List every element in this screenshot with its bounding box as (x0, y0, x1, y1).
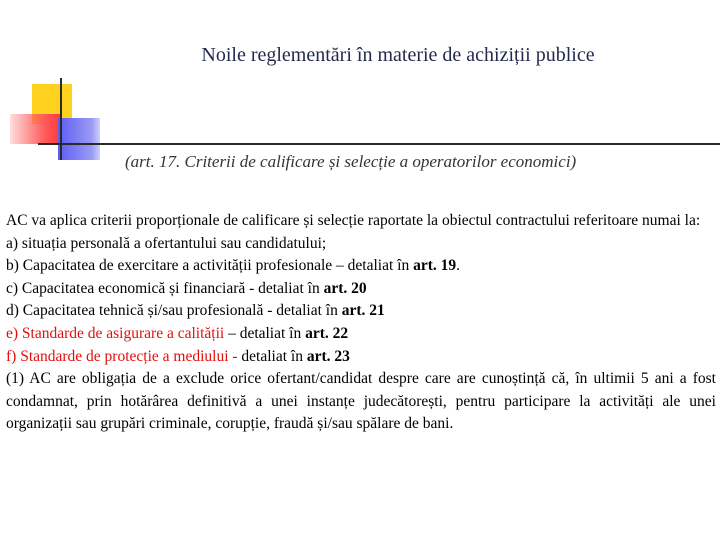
item-b-ref: art. 19 (413, 257, 457, 275)
vertical-rule (60, 78, 62, 160)
slide-body (6, 210, 716, 436)
item-b-end: . (456, 257, 461, 275)
slide-title: Noile reglementări în materie de achiziții publice (201, 44, 595, 66)
blue-square-shape (58, 118, 100, 160)
item-f-sep: detaliat în (241, 347, 307, 365)
red-gradient-shape (10, 114, 60, 144)
intro-paragraph: AC va aplica criterii proporționale de calificare și selecție raportate la obiectul contractului referitoare numai la: (6, 212, 701, 229)
item-d (6, 300, 716, 323)
item-f-text: f) Standarde de protecție a mediului - (6, 347, 242, 365)
slide-subtitle: (art. 17. Criterii de calificare și selecție a operatorilor economici) (125, 152, 577, 171)
item-c-text: c) Capacitatea economică și financiară - detaliat în (6, 279, 324, 297)
item-e-sep: – detaliat în (224, 324, 306, 342)
paragraph-1: (1) AC are obligația de a exclude orice ofertant/candidat despre care are cunoștință că, în ultimii 5 ani a fost condamnat, prin hotărârea definitivă a unei instanțe judecătorești, pentru participare la activități ale unei organizații sau grupări criminale, corupție, fraudă și/sau spălare de bani. (6, 370, 716, 433)
item-e (6, 323, 716, 346)
horizontal-rule (38, 143, 720, 145)
item-a: a) situația personală a ofertantului sau candidatului; (6, 234, 327, 252)
item-b-text: b) Capacitatea de exercitare a activității profesionale – detaliat în (6, 257, 414, 275)
item-f-ref: art. 23 (306, 347, 350, 365)
decorative-graphic (0, 0, 720, 170)
item-e-ref: art. 22 (305, 324, 349, 342)
item-b (6, 255, 716, 278)
item-d-text: d) Capacitatea tehnică și/sau profesională - detaliat în (6, 302, 342, 320)
item-c-ref: art. 20 (323, 279, 367, 297)
item-f (6, 346, 716, 369)
item-c (6, 278, 716, 301)
item-e-text: e) Standarde de asigurare a calității (6, 324, 225, 342)
item-d-ref: art. 21 (341, 302, 385, 320)
